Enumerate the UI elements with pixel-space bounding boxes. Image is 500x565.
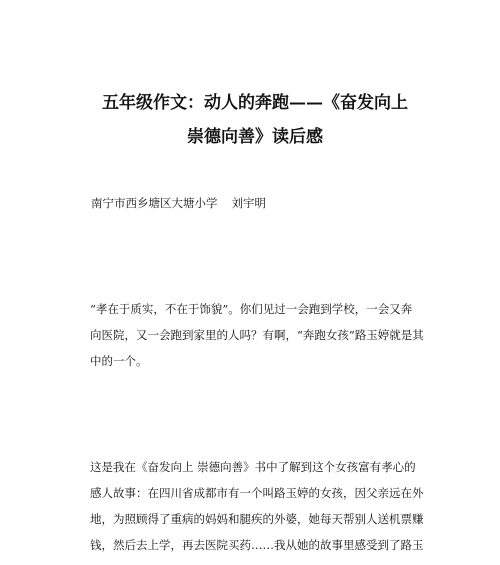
paragraph-line: 中的一个。 bbox=[90, 354, 148, 368]
document-title bbox=[70, 86, 440, 154]
paragraph-line: 钱，然后去上学，再去医院买药……我从她的故事里感受到了路玉 bbox=[90, 538, 424, 552]
paragraph-line: 这是我在《奋发向上 崇德向善》书中了解到这个女孩富有孝心的 bbox=[90, 460, 416, 474]
paragraph bbox=[90, 296, 435, 374]
title-line: 崇德向善》读后感 bbox=[187, 127, 323, 147]
paragraph-line: 感人故事：在四川省成都市有一个叫路玉婷的女孩，因父亲远在外 bbox=[90, 486, 424, 500]
author-name: 刘宇明 bbox=[231, 196, 266, 210]
author-school: 南宁市西乡塘区大塘小学 bbox=[91, 196, 218, 210]
paragraph-line: “孝在于质实，不在于饰貌”。你们见过一会跑到学校，一会又奔 bbox=[90, 302, 413, 316]
author-line bbox=[91, 194, 266, 212]
paragraph-line: 向医院，又一会跑到家里的人吗？有啊，“奔跑女孩”路玉婷就是其 bbox=[90, 328, 424, 342]
paragraph bbox=[90, 454, 435, 558]
title-line: 五年级作文：动人的奔跑——《奋发向上 bbox=[102, 93, 408, 113]
paragraph-line: 地，为照顾得了重病的妈妈和腿疾的外婆，她每天帮别人送机票赚 bbox=[90, 512, 424, 526]
